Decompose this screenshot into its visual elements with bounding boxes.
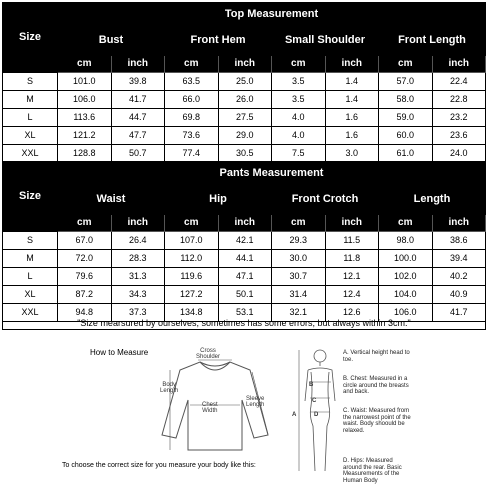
table-cell: 100.0 <box>379 250 433 268</box>
table-cell: 57.0 <box>379 73 433 91</box>
table-cell: 25.0 <box>218 73 272 91</box>
table-cell: 59.0 <box>379 109 433 127</box>
table-cell: 30.0 <box>272 250 326 268</box>
table-cell: 1.6 <box>325 127 379 145</box>
table-cell: 24.0 <box>432 145 486 163</box>
table-cell: 31.4 <box>272 286 326 304</box>
table-cell: 3.5 <box>272 91 326 109</box>
table-cell: XL <box>3 286 58 304</box>
table-cell: 22.4 <box>432 73 486 91</box>
table-cell: 44.7 <box>111 109 165 127</box>
table-cell: 39.8 <box>111 73 165 91</box>
pants-unit-header: inch <box>325 215 379 232</box>
top-group-header: Bust <box>58 26 165 56</box>
table-cell: 77.4 <box>165 145 219 163</box>
top-unit-header: cm <box>58 56 112 73</box>
table-row <box>3 145 486 163</box>
body-length-label: Body Length <box>160 382 179 395</box>
note-b: B. Chest: Measured in a circle around the breasts and back. <box>343 376 409 396</box>
table-cell: 23.6 <box>432 127 486 145</box>
pants-group-header: Length <box>379 185 486 215</box>
table-cell: 66.0 <box>165 91 219 109</box>
table-cell: XXL <box>3 304 58 322</box>
top-size-header: Size <box>3 3 58 73</box>
table-cell: 26.0 <box>218 91 272 109</box>
table-cell: 50.1 <box>218 286 272 304</box>
table-cell: 4.0 <box>272 127 326 145</box>
table-cell: 102.0 <box>379 268 433 286</box>
table-cell: 40.2 <box>432 268 486 286</box>
table-cell: 4.0 <box>272 109 326 127</box>
table-cell: 30.7 <box>272 268 326 286</box>
pants-size-header: Size <box>3 162 58 232</box>
pants-measurement-table <box>2 161 486 322</box>
table-cell: 47.1 <box>218 268 272 286</box>
table-cell: 79.6 <box>58 268 112 286</box>
table-cell: 69.8 <box>165 109 219 127</box>
chest-width-label: Chest Width <box>202 402 218 415</box>
table-cell: 29.3 <box>272 232 326 250</box>
note-c: C. Waist: Measured from the narrowest point of the waist. Body shoould be relaxed. <box>343 408 411 434</box>
table-cell: 47.7 <box>111 127 165 145</box>
table-cell: 23.2 <box>432 109 486 127</box>
table-cell: 27.5 <box>218 109 272 127</box>
pants-unit-header: cm <box>58 215 112 232</box>
pants-title: Pants Measurement <box>58 162 486 185</box>
table-cell: 42.1 <box>218 232 272 250</box>
table-cell: 98.0 <box>379 232 433 250</box>
table-cell: 34.3 <box>111 286 165 304</box>
table-cell: 134.8 <box>165 304 219 322</box>
table-cell: 11.5 <box>325 232 379 250</box>
body-figure-diagram <box>295 346 345 476</box>
table-cell: 28.3 <box>111 250 165 268</box>
table-row <box>3 109 486 127</box>
table-cell: M <box>3 91 58 109</box>
table-cell: 1.4 <box>325 91 379 109</box>
pants-unit-header: inch <box>111 215 165 232</box>
table-cell: 94.8 <box>58 304 112 322</box>
table-cell: 37.3 <box>111 304 165 322</box>
how-to-measure-guide <box>0 340 489 497</box>
table-cell: S <box>3 73 58 91</box>
table-cell: 128.8 <box>58 145 112 163</box>
table-cell: 30.5 <box>218 145 272 163</box>
top-unit-header: cm <box>272 56 326 73</box>
pants-unit-header: cm <box>165 215 219 232</box>
table-row <box>3 286 486 304</box>
table-cell: 107.0 <box>165 232 219 250</box>
table-cell: 39.4 <box>432 250 486 268</box>
pants-unit-header: inch <box>432 215 486 232</box>
top-unit-header: inch <box>325 56 379 73</box>
table-cell: S <box>3 232 58 250</box>
table-cell: 87.2 <box>58 286 112 304</box>
top-group-header: Front Hem <box>165 26 272 56</box>
table-cell: 106.0 <box>58 91 112 109</box>
table-cell: 58.0 <box>379 91 433 109</box>
table-cell: 63.5 <box>165 73 219 91</box>
table-cell: 11.8 <box>325 250 379 268</box>
pants-unit-header: inch <box>218 215 272 232</box>
table-cell: 31.3 <box>111 268 165 286</box>
table-cell: 113.6 <box>58 109 112 127</box>
table-cell: 104.0 <box>379 286 433 304</box>
table-cell: 22.8 <box>432 91 486 109</box>
letter-c: C <box>312 398 317 404</box>
measurement-note: "Size mearsured by ourselves, sometimes has some errors, but always within 3cm." <box>2 316 486 330</box>
table-cell: 3.5 <box>272 73 326 91</box>
table-row <box>3 127 486 145</box>
top-measurement-table <box>2 2 486 163</box>
top-unit-header: inch <box>218 56 272 73</box>
table-cell: 112.0 <box>165 250 219 268</box>
pants-group-header: Front Crotch <box>272 185 379 215</box>
top-unit-header: cm <box>379 56 433 73</box>
table-cell: 61.0 <box>379 145 433 163</box>
table-cell: 50.7 <box>111 145 165 163</box>
table-cell: 3.0 <box>325 145 379 163</box>
table-row <box>3 268 486 286</box>
table-cell: 72.0 <box>58 250 112 268</box>
table-cell: 60.0 <box>379 127 433 145</box>
sleeve-length-label: Sleeve Length <box>246 396 265 409</box>
table-cell: XL <box>3 127 58 145</box>
table-cell: 1.4 <box>325 73 379 91</box>
table-cell: 1.6 <box>325 109 379 127</box>
table-cell: 127.2 <box>165 286 219 304</box>
table-cell: 44.1 <box>218 250 272 268</box>
letter-b: B <box>309 382 314 388</box>
letter-a: A <box>292 412 297 418</box>
table-cell: 41.7 <box>111 91 165 109</box>
table-cell: 32.1 <box>272 304 326 322</box>
top-group-header: Small Shoulder <box>272 26 379 56</box>
top-unit-header: inch <box>432 56 486 73</box>
table-cell: L <box>3 109 58 127</box>
table-cell: 26.4 <box>111 232 165 250</box>
table-cell: 38.6 <box>432 232 486 250</box>
table-cell: 12.6 <box>325 304 379 322</box>
table-cell: 41.7 <box>432 304 486 322</box>
letter-d: D <box>314 412 319 418</box>
top-group-header: Front Length <box>379 26 486 56</box>
pants-group-header: Waist <box>58 185 165 215</box>
to-choose-text: To choose the correct size for you measure your body like this: <box>62 462 256 469</box>
top-unit-header: cm <box>165 56 219 73</box>
table-cell: 12.4 <box>325 286 379 304</box>
table-cell: 40.9 <box>432 286 486 304</box>
table-cell: 29.0 <box>218 127 272 145</box>
table-cell: 101.0 <box>58 73 112 91</box>
pants-unit-header: cm <box>272 215 326 232</box>
table-cell: 119.6 <box>165 268 219 286</box>
table-cell: 121.2 <box>58 127 112 145</box>
table-cell: L <box>3 268 58 286</box>
note-d: D. Hips: Measured around the rear. Basic Measurements of the Human Body <box>343 458 402 484</box>
table-row <box>3 250 486 268</box>
table-cell: 106.0 <box>379 304 433 322</box>
note-a: A. Vertical height head to toe. <box>343 350 410 363</box>
table-row <box>3 232 486 250</box>
table-cell: 67.0 <box>58 232 112 250</box>
table-cell: XXL <box>3 145 58 163</box>
top-title: Top Measurement <box>58 3 486 26</box>
pants-unit-header: cm <box>379 215 433 232</box>
table-cell: 7.5 <box>272 145 326 163</box>
pants-group-header: Hip <box>165 185 272 215</box>
table-row <box>3 73 486 91</box>
table-row <box>3 91 486 109</box>
table-cell: 12.1 <box>325 268 379 286</box>
table-cell: 73.6 <box>165 127 219 145</box>
top-unit-header: inch <box>111 56 165 73</box>
how-to-measure-heading: How to Measure <box>90 348 149 357</box>
table-cell: M <box>3 250 58 268</box>
cross-shoulder-label: Cross Shoulder <box>196 348 221 361</box>
table-cell: 53.1 <box>218 304 272 322</box>
